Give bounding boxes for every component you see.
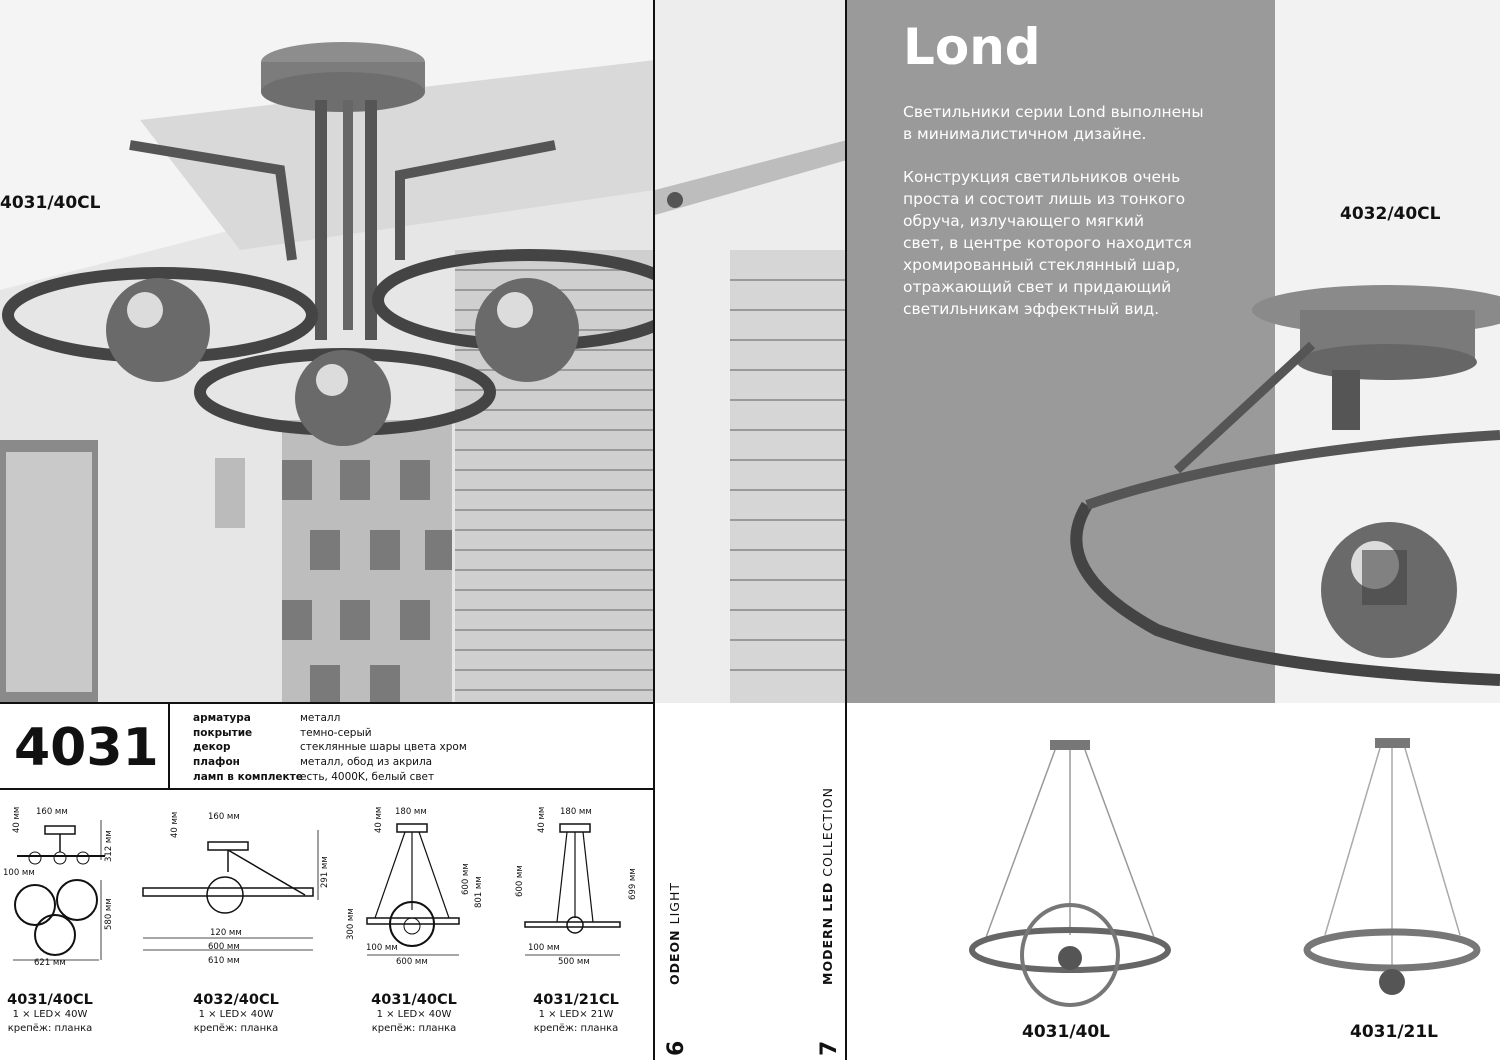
description-line: проста и состоит лишь из тонкого (903, 190, 1186, 208)
dimension-label: 699 мм (628, 868, 638, 900)
description-line: обруча, излучающего мягкий (903, 212, 1145, 230)
diagram-model: 4031/21CL (533, 992, 619, 1008)
product-4031-21l-image (1295, 730, 1495, 1020)
dimension-label: 580 мм (104, 898, 114, 930)
spec-value: стеклянные шары цвета хром (300, 741, 467, 754)
diagram-4031-40cl (5, 800, 135, 975)
page-number: 7 (817, 1040, 842, 1056)
brand-bold: MODERN LED (820, 881, 835, 985)
description-line: Светильники серии Lond выполнены (903, 103, 1204, 121)
dimension-label: 100 мм (528, 943, 560, 953)
dimension-label: 600 мм (461, 863, 471, 895)
diagram-model: 4031/40CL (7, 992, 93, 1008)
dimension-label: 300 мм (346, 908, 356, 940)
brand-light: LIGHT (667, 882, 682, 925)
dimension-label: 160 мм (208, 812, 240, 822)
diagram-mount: крепёж: планка (533, 1023, 619, 1034)
diagram-caption (364, 992, 464, 1036)
diagram-lamps: 1 × LED× 21W (538, 1009, 614, 1020)
dimension-label: 180 мм (395, 807, 427, 817)
dimension-label: 40 мм (12, 806, 22, 833)
dimension-label: 500 мм (558, 957, 590, 967)
hero-photo-4031 (0, 0, 655, 703)
diagram-mount: крепёж: планка (371, 1023, 457, 1034)
description-line: Конструкция светильников очень (903, 168, 1181, 186)
description-line: в минималистичном дизайне. (903, 125, 1147, 143)
spec-divider (0, 702, 655, 704)
description-paragraph-1 (903, 101, 1243, 145)
dimension-label: 40 мм (537, 806, 547, 833)
dimension-label: 120 мм (210, 928, 242, 938)
interior-photo-strip (655, 0, 847, 703)
dimension-label: 312 мм (104, 830, 114, 862)
description-line: отражающий свет и придающий (903, 278, 1172, 296)
product-4031-40l-label: 4031/40L (1022, 1022, 1111, 1042)
page-divider (653, 0, 655, 1060)
spec-key: арматура (193, 712, 251, 724)
dimension-label: 621 мм (34, 958, 66, 968)
dimension-label: 40 мм (170, 811, 180, 838)
diagram-lamps: 1 × LED× 40W (198, 1009, 274, 1020)
page-number: 6 (664, 1040, 689, 1056)
dimension-label: 40 мм (374, 806, 384, 833)
description-line: хромированный стеклянный шар, (903, 256, 1181, 274)
diagram-mount: крепёж: планка (193, 1023, 279, 1034)
brand-light: COLLECTION (820, 787, 835, 877)
spec-value: есть, 4000K, белый свет (300, 770, 435, 783)
diagram-model: 4031/40CL (371, 992, 457, 1008)
hero-4032-model-label: 4032/40CL (1340, 204, 1441, 224)
dimension-label: 100 мм (366, 943, 398, 953)
series-number: 4031 (14, 718, 159, 778)
diagram-caption (0, 992, 100, 1036)
dimension-label: 180 мм (560, 807, 592, 817)
diagram-caption (526, 992, 626, 1036)
dimension-label: 600 мм (396, 957, 428, 967)
product-4031-40l-image (955, 730, 1185, 1020)
diagram-mount: крепёж: планка (7, 1023, 93, 1034)
page-divider (845, 0, 847, 1060)
diagram-caption (186, 992, 286, 1036)
brand-modern-led (820, 787, 835, 985)
hero-model-label: 4031/40CL (0, 193, 101, 213)
dimension-label: 600 мм (208, 942, 240, 952)
brand-odeon-light (667, 882, 682, 985)
brand-bold: ODEON (667, 929, 682, 985)
spec-divider (168, 703, 170, 789)
dimension-label: 600 мм (515, 865, 525, 897)
spec-key: покрытие (193, 726, 253, 739)
description-line: свет, в центре которого находится (903, 234, 1192, 252)
description-line: светильникам эффектный вид. (903, 300, 1160, 318)
dimension-label: 610 мм (208, 956, 240, 966)
dimension-label: 160 мм (36, 807, 68, 817)
diagram-model: 4032/40CL (193, 992, 279, 1008)
spec-key: плафон (193, 756, 240, 769)
series-title: Lond (903, 18, 1041, 76)
dimension-label: 100 мм (3, 868, 35, 878)
spec-key: ламп в комплекте (193, 770, 303, 783)
product-4031-21l-label: 4031/21L (1350, 1022, 1439, 1042)
spec-divider (0, 788, 655, 790)
spec-value: металл (300, 712, 341, 724)
spec-value: металл, обод из акрила (300, 756, 433, 769)
diagram-lamps: 1 × LED× 40W (376, 1009, 452, 1020)
dimension-label: 801 мм (474, 876, 484, 908)
dimension-label: 291 мм (320, 856, 330, 888)
lamp-4032-illustration (847, 270, 1500, 703)
diagram-lamps: 1 × LED× 40W (12, 1009, 88, 1020)
spec-value: темно-серый (300, 726, 372, 739)
spec-key: декор (193, 741, 231, 754)
